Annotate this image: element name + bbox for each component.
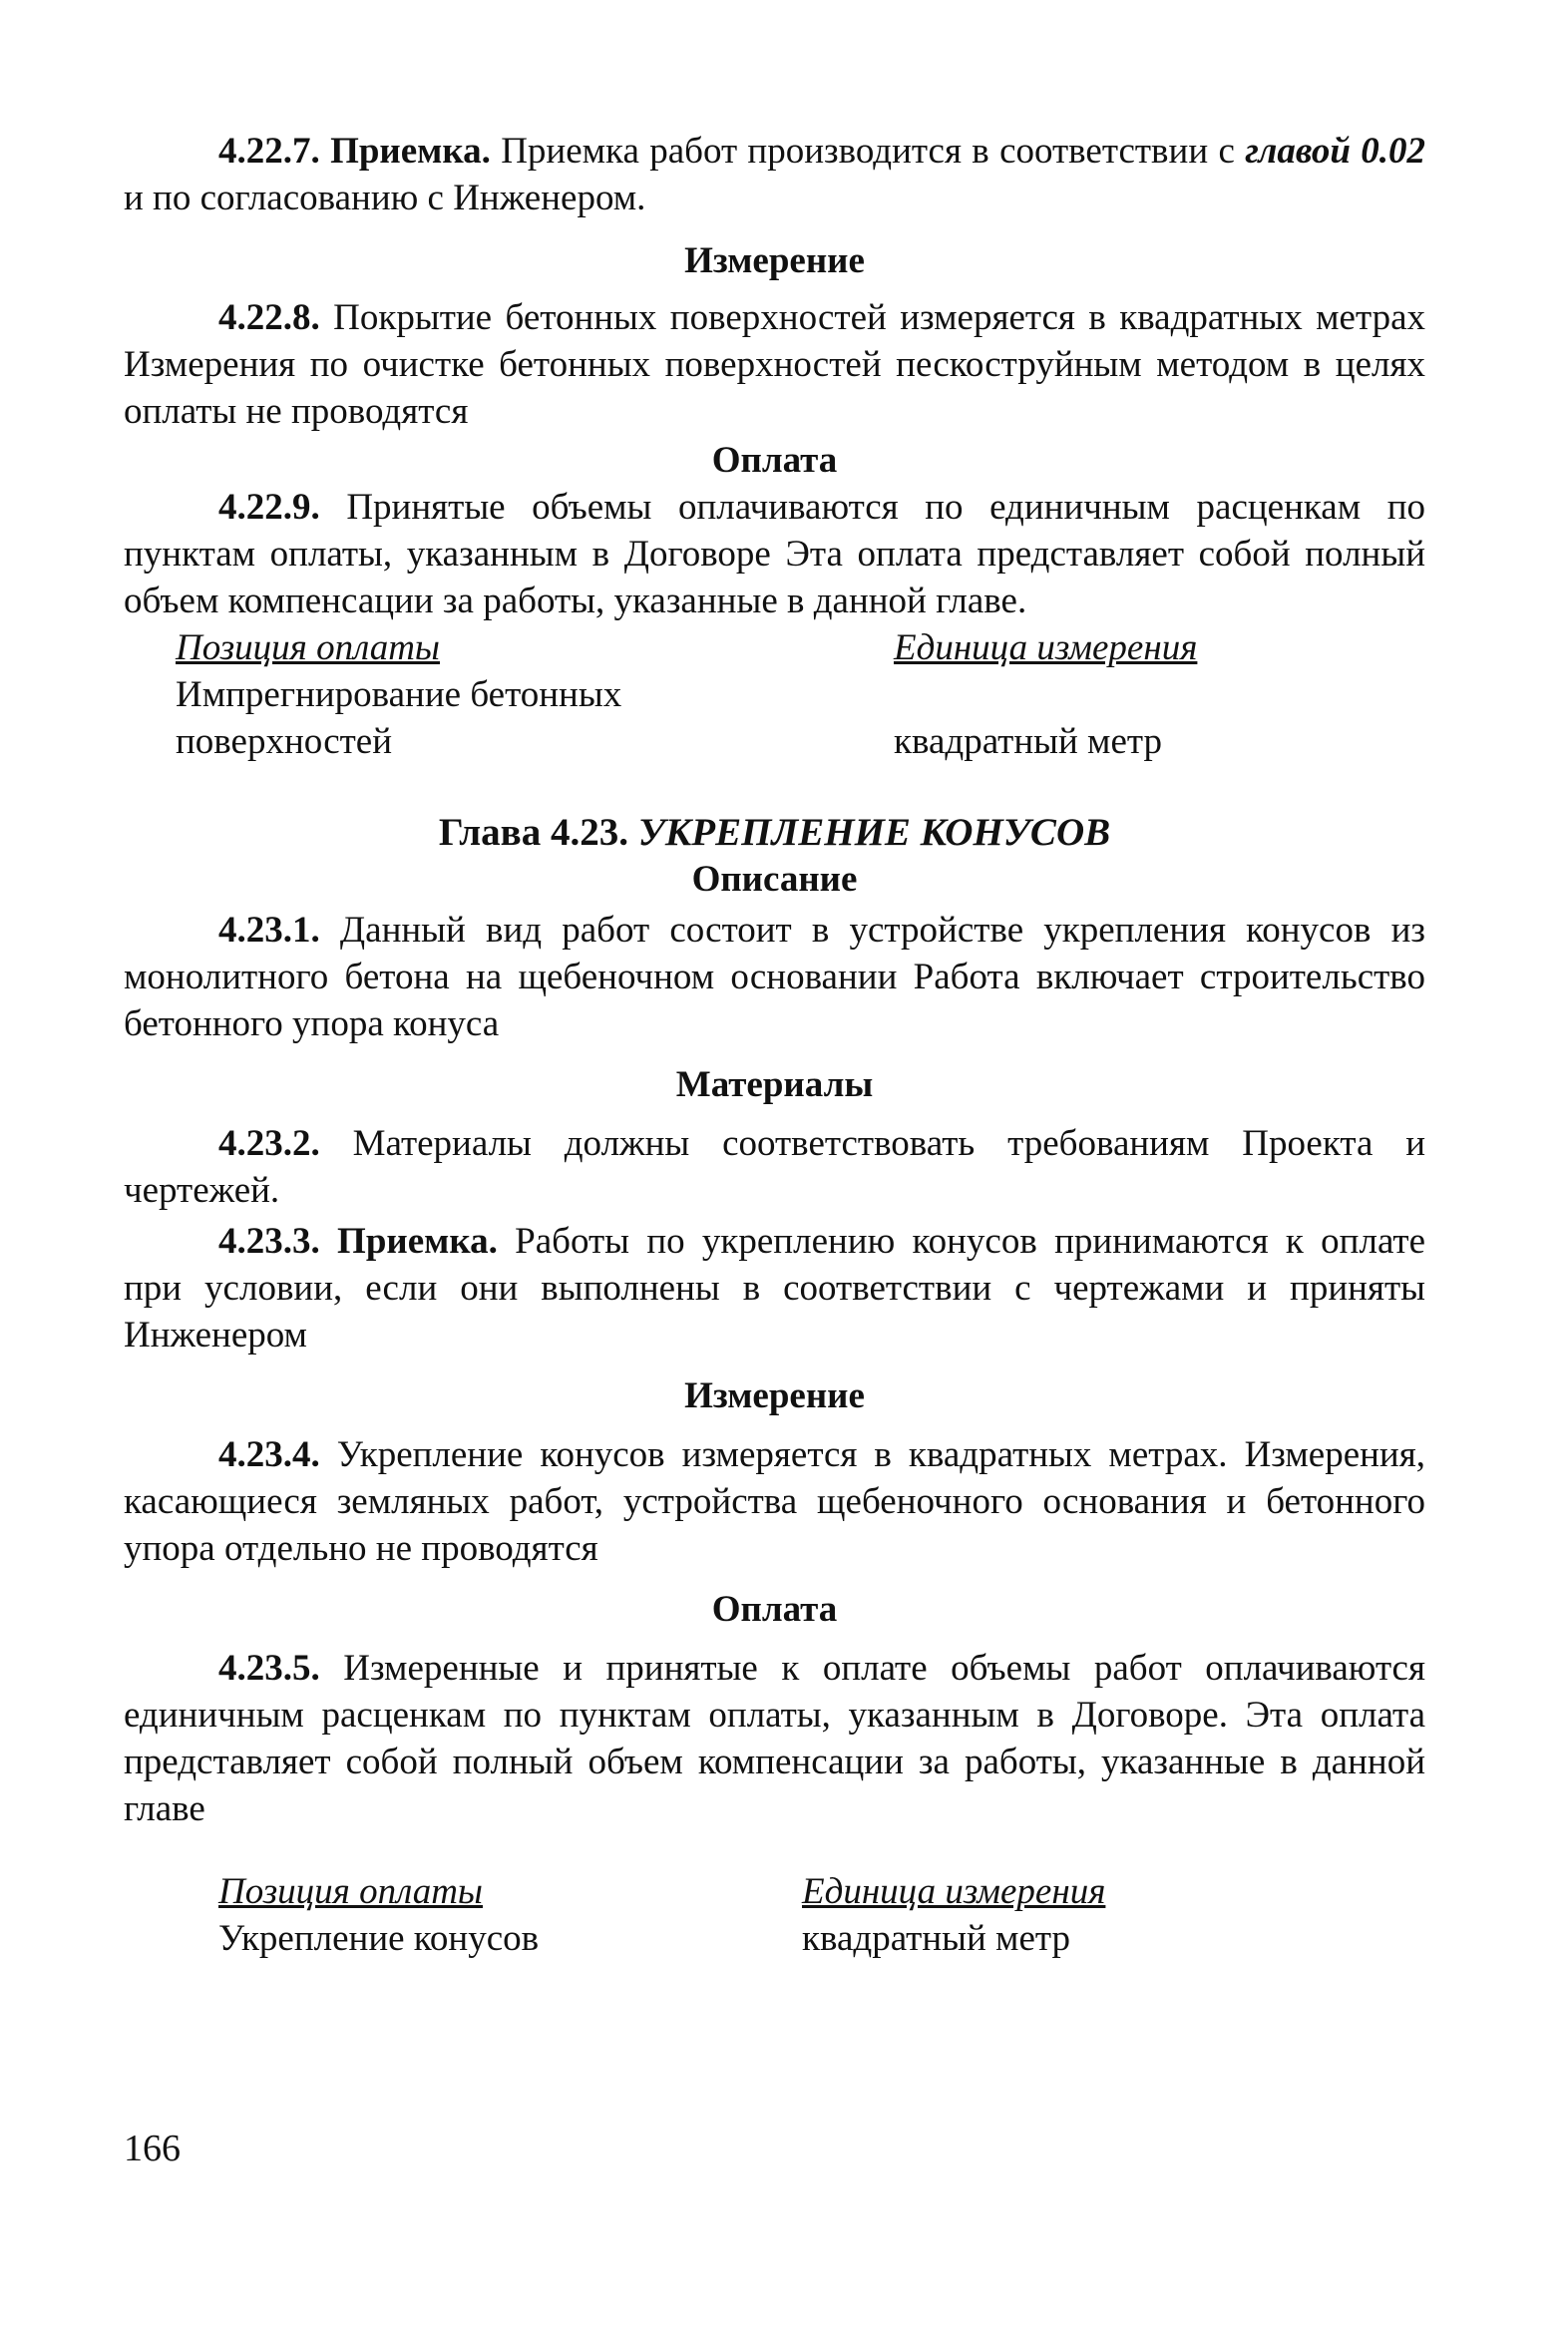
column-header-pay-item: Позиция оплаты xyxy=(218,1871,483,1912)
clause-text-end: и по согласованию с Инженером. xyxy=(124,178,646,218)
clause-heading: Приемка. xyxy=(337,1221,498,1262)
clause-number: 4.23.4. xyxy=(218,1434,320,1475)
clause-text: Укрепление конусов измеряется в квадратных метрах. Измерения, касающиеся земляных работ, устройства щебеночного основания и бетонного упора отдельно не проводятся xyxy=(124,1434,1426,1569)
table-row xyxy=(176,718,1425,765)
section-heading-payment: Оплата xyxy=(711,440,838,481)
column-header-unit: Единица измерения xyxy=(894,627,1198,668)
clause-text: Приемка работ производится в соответствии с xyxy=(501,131,1235,172)
paragraph-4-22-8 xyxy=(124,294,1425,435)
page-number: 166 xyxy=(124,2128,181,2169)
chapter-name: УКРЕПЛЕНИЕ КОНУСОВ xyxy=(637,811,1111,854)
clause-text: Покрытие бетонных поверхностей измеряется в квадратных метрах Измерения по очистке бетонных поверхностей пескоструйным методом в целях оплаты не проводятся xyxy=(124,297,1426,432)
document-page xyxy=(124,128,1425,1962)
pay-item-line2: поверхностей xyxy=(176,721,393,762)
clause-number: 4.23.3. xyxy=(218,1221,320,1262)
paragraph-4-22-7 xyxy=(124,128,1425,221)
chapter-title xyxy=(124,809,1425,856)
section-heading-materials: Материалы xyxy=(675,1064,874,1105)
clause-number: 4.22.8. xyxy=(218,297,320,338)
unit-value: квадратный метр xyxy=(894,721,1163,762)
paragraph-4-23-5 xyxy=(124,1645,1425,1832)
table-row xyxy=(218,1915,1425,1962)
pay-item: Укрепление конусов xyxy=(218,1918,540,1959)
section-heading-measurement-2: Измерение xyxy=(684,1375,865,1416)
pay-item-line1: Импрегнирование бетонных xyxy=(176,674,622,715)
table-header-row xyxy=(176,624,1425,671)
payment-table-1 xyxy=(176,624,1425,765)
table-row xyxy=(176,671,1425,718)
section-heading-description: Описание xyxy=(691,859,858,900)
column-header-pay-item: Позиция оплаты xyxy=(176,627,440,668)
clause-text: Работы по укреплению конусов принимаются к оплате при условии, если они выполнены в соответствии с чертежами и приняты Инженером xyxy=(124,1221,1425,1356)
unit-value: квадратный метр xyxy=(802,1918,1071,1959)
column-header-unit: Единица измерения xyxy=(802,1871,1106,1912)
clause-text: Принятые объемы оплачиваются по единичным расценкам по пунктам оплаты, указанным в Договоре Эта оплата представляет собой полный объем компенсации за работы, указанные в данной главе. xyxy=(124,487,1426,621)
paragraph-4-23-4 xyxy=(124,1431,1425,1572)
clause-number: 4.23.5. xyxy=(218,1648,320,1689)
paragraph-4-23-2 xyxy=(124,1120,1425,1214)
clause-text: Материалы должны соответствовать требованиям Проекта и чертежей. xyxy=(124,1123,1425,1211)
clause-text: Измеренные и принятые к оплате объемы работ оплачиваются единичным расценкам по пунктам оплаты, указанным в Договоре. Эта оплата представляет собой полный объем компенсации за работы, указанные в данной главе xyxy=(124,1648,1426,1829)
clause-number: 4.22.7. xyxy=(218,131,320,172)
clause-number: 4.23.1. xyxy=(218,910,320,951)
payment-table-2 xyxy=(218,1868,1425,1962)
paragraph-4-23-1 xyxy=(124,907,1425,1047)
section-heading-payment-2: Оплата xyxy=(711,1589,838,1630)
paragraph-4-22-9 xyxy=(124,484,1425,624)
clause-number: 4.23.2. xyxy=(218,1123,320,1164)
table-header-row xyxy=(218,1868,1425,1915)
chapter-number: Глава 4.23. xyxy=(438,811,628,854)
clause-text: Данный вид работ состоит в устройстве укрепления конусов из монолитного бетона на щебеночном основании Работа включает строительство бетонного упора конуса xyxy=(124,910,1425,1044)
paragraph-4-23-3 xyxy=(124,1218,1425,1359)
clause-number: 4.22.9. xyxy=(218,487,320,528)
chapter-reference: главой 0.02 xyxy=(1245,131,1426,172)
clause-heading: Приемка. xyxy=(330,131,491,172)
section-heading-measurement: Измерение xyxy=(684,240,865,281)
